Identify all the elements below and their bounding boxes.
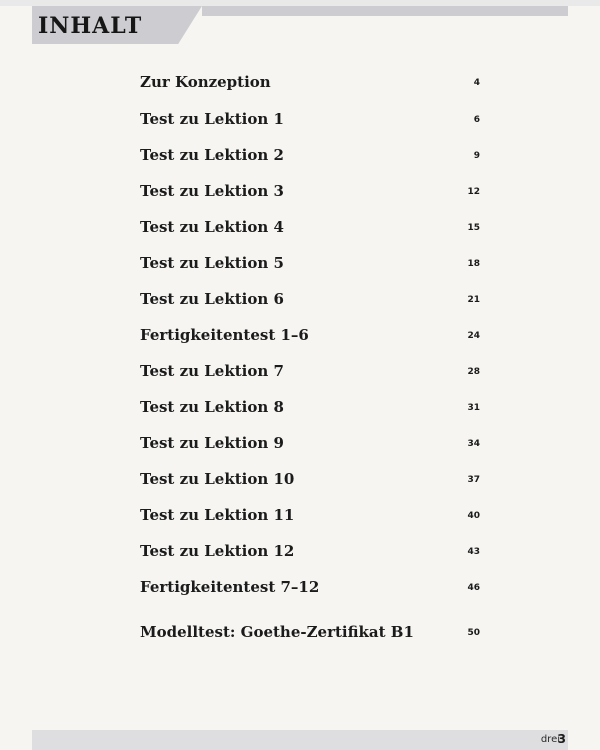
toc-entry-page: 24 <box>467 331 480 341</box>
toc-entry[interactable] <box>140 539 480 563</box>
toc-entry-page: 40 <box>467 511 480 521</box>
header-strip <box>202 6 568 16</box>
toc-entry-page: 43 <box>467 547 480 557</box>
toc-entry-page: 37 <box>467 475 480 485</box>
toc-entry[interactable] <box>140 251 480 275</box>
toc-entry-page: 9 <box>473 151 480 161</box>
toc-entry-page: 21 <box>467 295 480 305</box>
toc-entry-page: 15 <box>467 223 480 233</box>
toc-entry-title: Test zu Lektion 12 <box>140 542 295 560</box>
toc-entry-page: 46 <box>467 583 480 593</box>
toc-entry[interactable] <box>140 620 480 644</box>
toc-entry-title: Test zu Lektion 10 <box>140 470 295 488</box>
toc-entry-title: Modelltest: Goethe-Zertifikat B1 <box>140 623 414 641</box>
toc-entry-title: Test zu Lektion 8 <box>140 398 284 416</box>
toc-entry-page: 12 <box>467 187 480 197</box>
toc-entry[interactable] <box>140 323 480 347</box>
footer-page-number: 3 <box>557 732 566 746</box>
toc-entry-title: Fertigkeitentest 7–12 <box>140 578 320 596</box>
toc-entry-title: Fertigkeitentest 1–6 <box>140 326 309 344</box>
toc-entry[interactable] <box>140 70 480 94</box>
toc-entry[interactable] <box>140 575 480 599</box>
toc-entry[interactable] <box>140 287 480 311</box>
toc-entry-page: 4 <box>473 78 480 88</box>
toc-entry-title: Test zu Lektion 1 <box>140 110 284 128</box>
toc-entry-title: Test zu Lektion 4 <box>140 218 284 236</box>
toc-entry[interactable] <box>140 107 480 131</box>
page-title: INHALT <box>38 13 143 39</box>
footer-page-word: drei <box>540 734 560 745</box>
toc-entry[interactable] <box>140 215 480 239</box>
toc-entry-page: 18 <box>467 259 480 269</box>
toc-entry-page: 28 <box>467 367 480 377</box>
toc-entry-page: 50 <box>467 628 480 638</box>
toc-entry-page: 31 <box>467 403 480 413</box>
toc-entry-title: Test zu Lektion 6 <box>140 290 284 308</box>
toc-entry-title: Test zu Lektion 9 <box>140 434 284 452</box>
toc-entry[interactable] <box>140 395 480 419</box>
toc-entry-title: Zur Konzeption <box>140 73 271 91</box>
toc-entry-title: Test zu Lektion 3 <box>140 182 284 200</box>
toc-entry-title: Test zu Lektion 7 <box>140 362 284 380</box>
toc-entry[interactable] <box>140 467 480 491</box>
toc-entry-title: Test zu Lektion 2 <box>140 146 284 164</box>
toc-entry[interactable] <box>140 359 480 383</box>
toc-entry[interactable] <box>140 431 480 455</box>
toc-entry-page: 6 <box>473 115 480 125</box>
footer-bar <box>32 730 568 750</box>
toc-entry-title: Test zu Lektion 5 <box>140 254 284 272</box>
toc-entry[interactable] <box>140 179 480 203</box>
toc-entry-title: Test zu Lektion 11 <box>140 506 295 524</box>
toc-entry[interactable] <box>140 143 480 167</box>
toc-entry-page: 34 <box>467 439 480 449</box>
toc-entry[interactable] <box>140 503 480 527</box>
